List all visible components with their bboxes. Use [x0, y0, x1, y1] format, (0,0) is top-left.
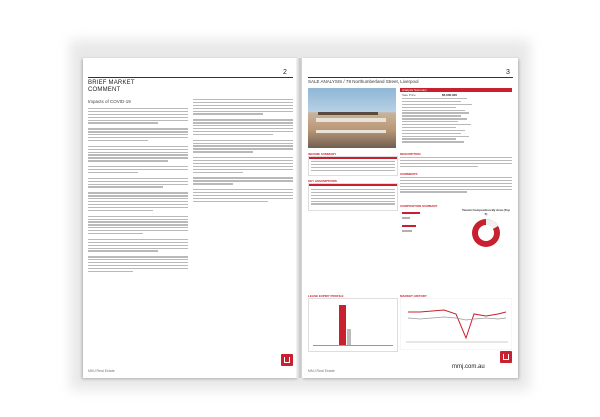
description-text [400, 157, 512, 169]
summary-rows [402, 98, 510, 144]
sale-price-label: Sale Price [402, 93, 416, 97]
tenant-composition-title: Tenant Composition By Area (Top 5) [462, 208, 510, 216]
sale-analysis-title: SALE ANALYSIS / 78 Northumberland Street, Liverpool [308, 79, 419, 84]
website-url[interactable]: mmj.com.au [452, 364, 485, 370]
lease-expiry-chart [308, 298, 398, 352]
analysis-summary-label: Analysis Summary [402, 88, 427, 92]
right-page [302, 58, 518, 378]
composition-bars [400, 208, 450, 238]
market-history-label: MARKET HISTORY [400, 294, 427, 298]
income-summary-label: INCOME SUMMARY [308, 152, 337, 156]
left-footer: MMJ Real Estate [88, 369, 115, 373]
market-history-chart [400, 298, 512, 350]
property-photo [308, 88, 396, 148]
income-summary-table [308, 156, 398, 176]
page-number: 2 [283, 69, 287, 76]
tenant-pie-chart [470, 217, 502, 249]
composition-summary-label: COMPOSITION SUMMARY [400, 204, 438, 208]
body-column-left [88, 108, 188, 274]
mmj-logo-icon [281, 354, 293, 366]
sale-price-value: $5,600,000 [442, 93, 458, 97]
comments-text [400, 177, 512, 194]
title-rule [308, 77, 513, 78]
right-footer: MMJ Real Estate [308, 369, 335, 373]
key-assumptions-label: KEY ASSUMPTIONS [308, 179, 337, 183]
comments-label: COMMENTS [400, 172, 418, 176]
lease-expiry-label: LEASE EXPIRY PROFILE [308, 294, 344, 298]
comment-title: COMMENT [88, 87, 121, 93]
section-title: Impacts of COVID-19 [88, 99, 131, 104]
title-rule [88, 77, 293, 78]
mmj-logo-icon [500, 351, 512, 363]
left-page [83, 58, 298, 378]
brief-market-title: BRIEF MARKET [88, 80, 135, 86]
key-assumptions-table [308, 183, 398, 211]
page-number: 3 [506, 69, 510, 76]
body-column-right [193, 99, 293, 204]
description-label: DESCRIPTION [400, 152, 421, 156]
